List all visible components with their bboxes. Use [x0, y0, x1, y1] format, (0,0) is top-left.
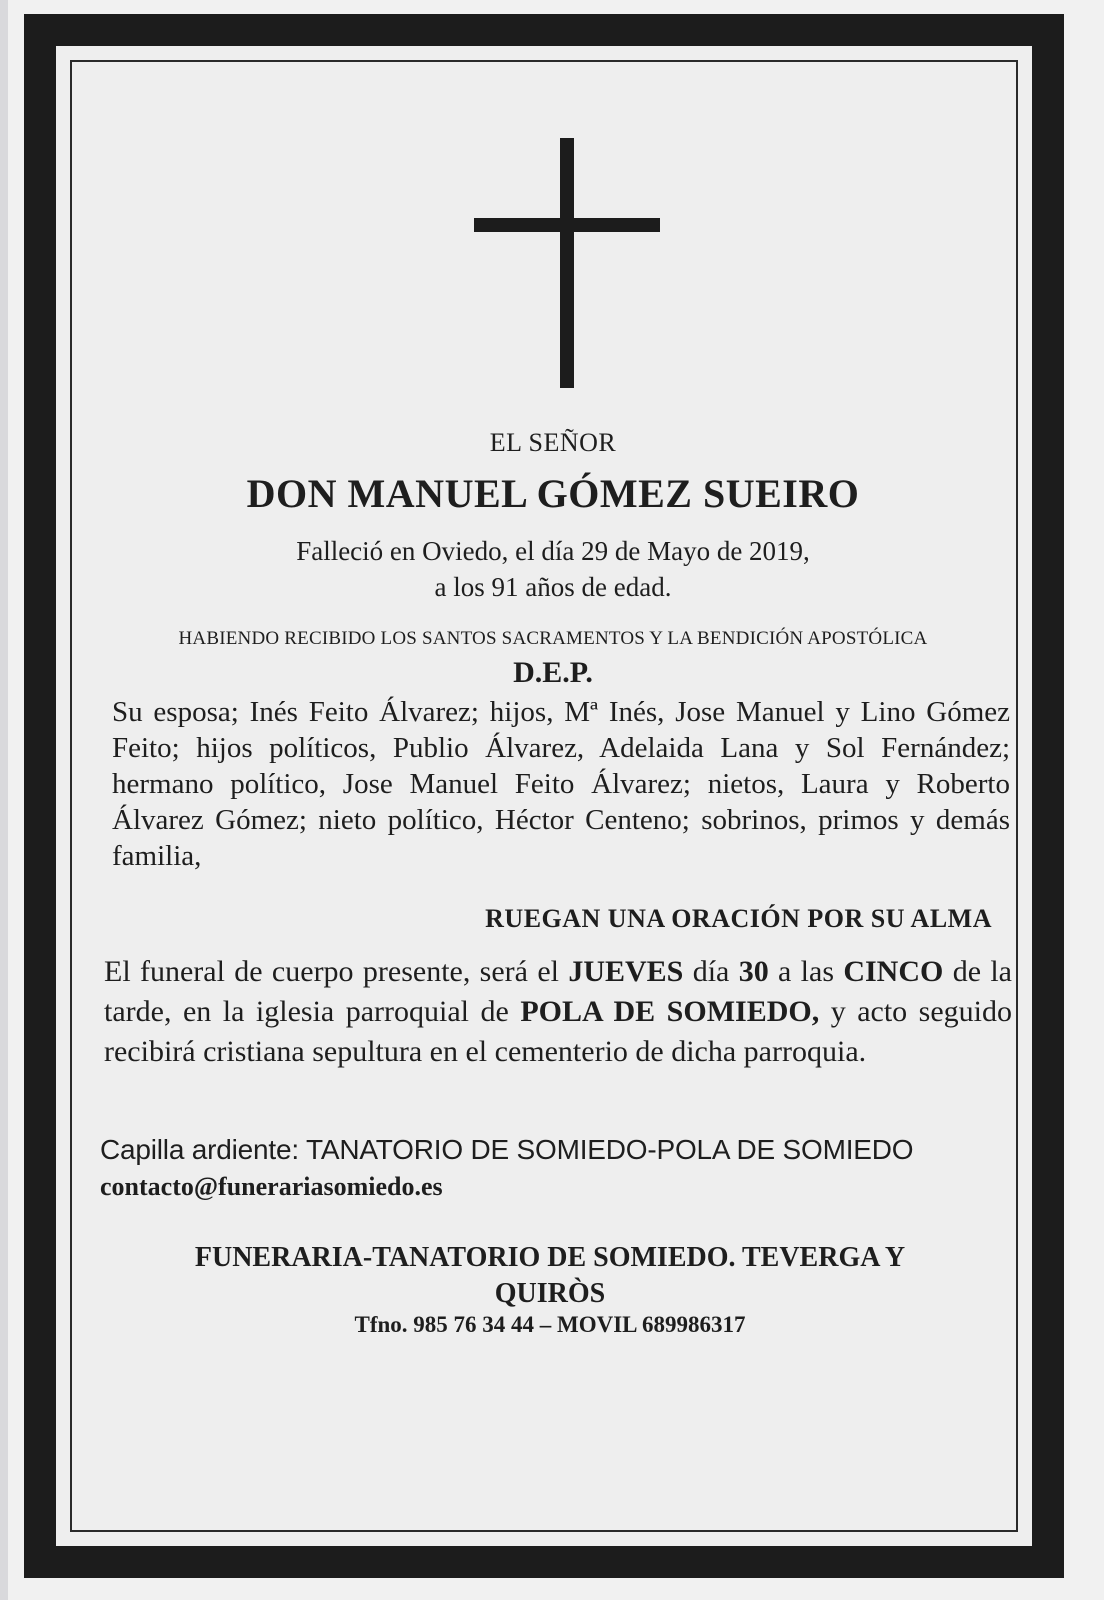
funeral-day: JUEVES: [568, 955, 684, 988]
phone-numbers: Tfno. 985 76 34 44 – MOVIL 689986317: [354, 1312, 746, 1337]
chapel-line: Capilla ardiente: TANATORIO DE SOMIEDO-POLA DE SOMIEDO: [100, 1134, 914, 1165]
death-details-line-1: Falleció en Oviedo, el día 29 de Mayo de 2019,: [296, 536, 810, 566]
funeral-text-3: a las: [768, 955, 844, 988]
contact-email: contacto@funerariasomiedo.es: [100, 1172, 443, 1201]
funeral-hour: CINCO: [843, 955, 944, 988]
funeral-paragraph: [104, 952, 1012, 1072]
funeral-date: 30: [738, 955, 769, 988]
deceased-name: DON MANUEL GÓMEZ SUEIRO: [246, 471, 860, 516]
sacraments-line: HABIENDO RECIBIDO LOS SANTOS SACRAMENTOS Y LA BENDICIÓN APOSTÓLICA: [178, 628, 928, 649]
funeral-text-1: El funeral de cuerpo presente, será el: [104, 955, 569, 988]
funeral-text-4: de la tarde, en la iglesia parroquial de: [104, 955, 1013, 1028]
dep-label: D.E.P.: [513, 656, 593, 689]
cross-icon: [560, 138, 574, 388]
funeral-company: FUNERARIA-TANATORIO DE SOMIEDO. TEVERGA Y QUIRÒS: [194, 1242, 906, 1309]
funeral-text-5: y acto seguido recibirá cristiana sepultura en el cementerio de dicha parroquia.: [104, 995, 1012, 1068]
funeral-place: POLA DE SOMIEDO,: [520, 995, 820, 1028]
family-paragraph: Su esposa; Inés Feito Álvarez; hijos, Mª Inés, Jose Manuel y Lino Gómez Feito; hijos políticos, Publio Álvarez, Adelaida Lana y Sol Fernández; hermano político, Jose Manuel Feito Álvarez; nietos, Laura y Roberto Álvarez Gómez; nieto político, Héctor Centeno; sobrinos, primos y demás familia,: [112, 696, 1010, 872]
cross-icon-bar: [474, 218, 660, 232]
heading: EL SEÑOR: [489, 428, 617, 457]
funeral-text-2: día: [683, 955, 739, 988]
death-details-line-2: a los 91 años de edad.: [434, 572, 672, 602]
prayer-request: RUEGAN UNA ORACIÓN POR SU ALMA: [485, 904, 992, 933]
